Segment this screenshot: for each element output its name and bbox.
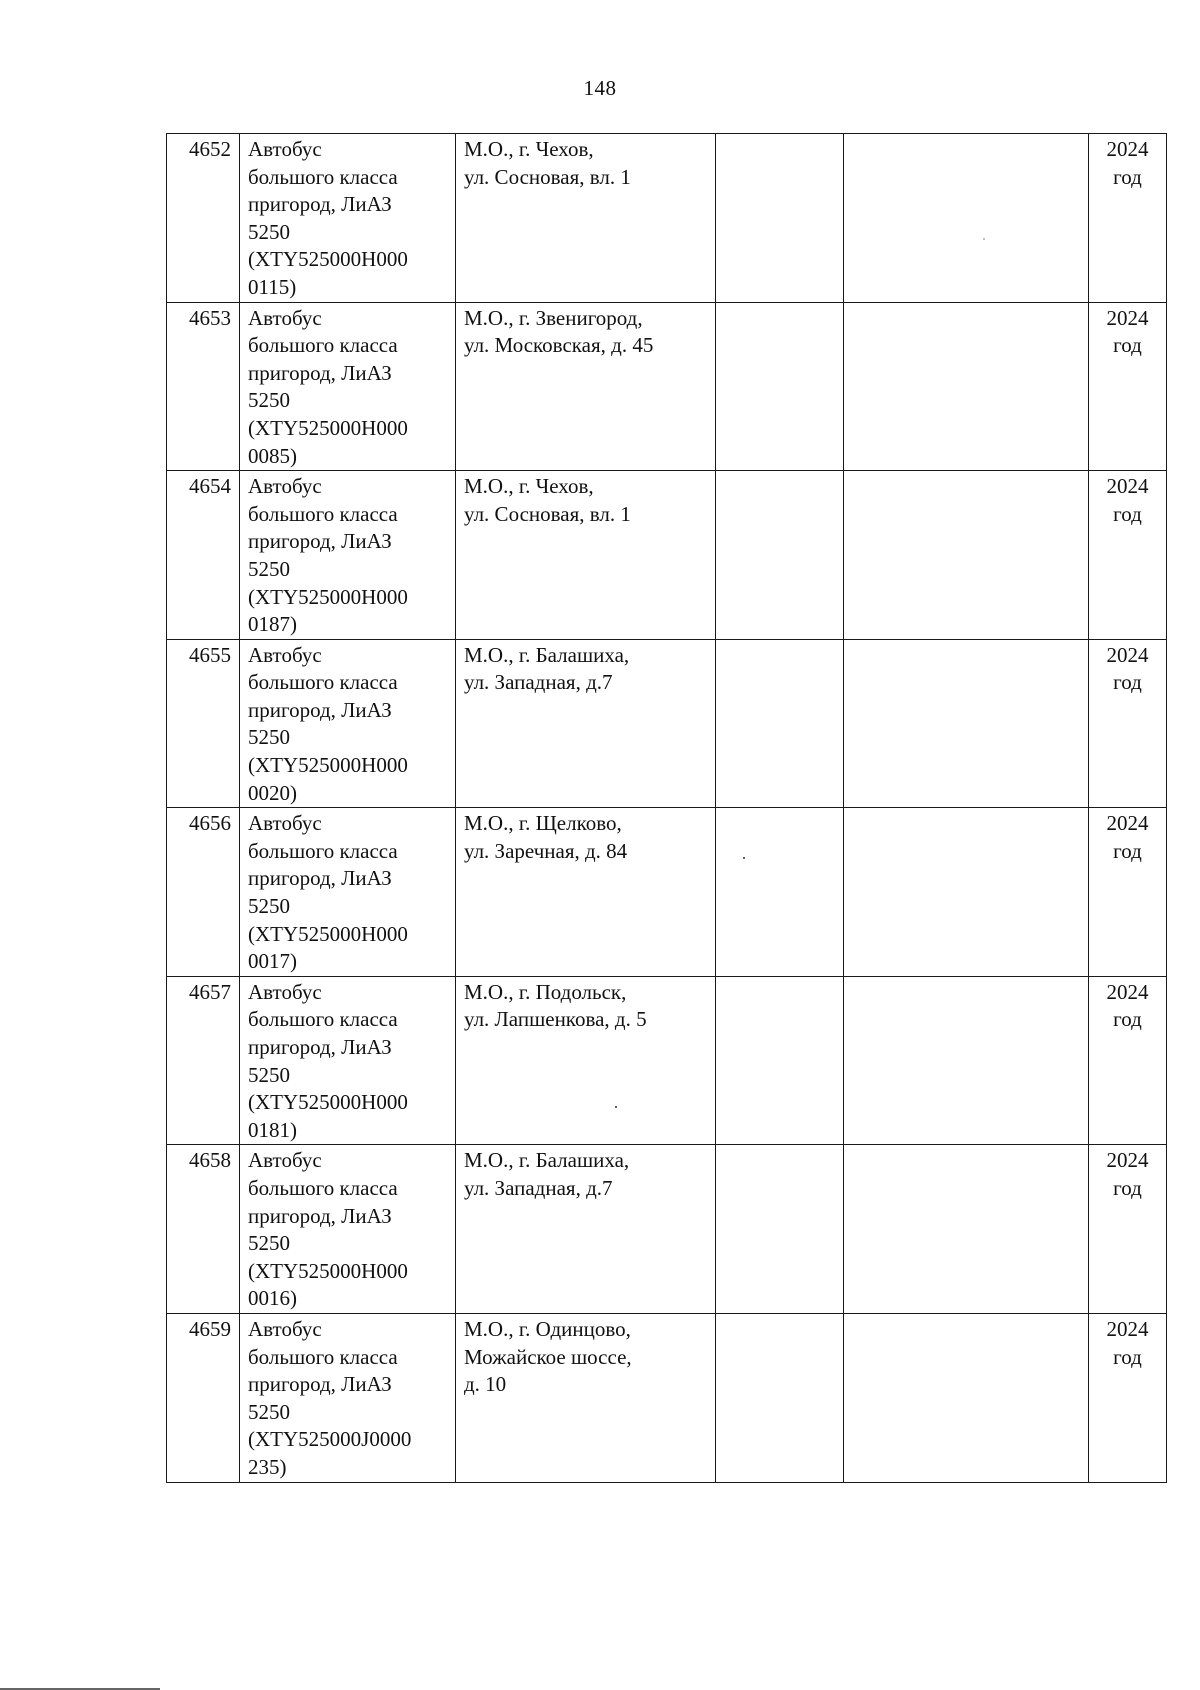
table-row bbox=[167, 302, 1167, 471]
vehicle-description-line: (XTY525000H000 bbox=[248, 415, 408, 440]
vehicle-description-line: Автобус bbox=[248, 979, 322, 1004]
vehicle-description-cell bbox=[240, 1313, 456, 1482]
vehicle-description-line: большого класса bbox=[248, 1007, 398, 1032]
vehicle-description-line: пригород, ЛиАЗ bbox=[248, 529, 392, 554]
year-cell bbox=[1089, 808, 1167, 977]
year-line: год bbox=[1113, 501, 1142, 526]
year-cell bbox=[1089, 134, 1167, 303]
address-cell bbox=[456, 302, 716, 471]
empty-cell bbox=[716, 639, 844, 808]
page-number: 148 bbox=[583, 76, 617, 100]
vehicle-description-line: большого класса bbox=[248, 670, 398, 695]
year-line: год bbox=[1113, 838, 1142, 863]
vehicle-description-line: пригород, ЛиАЗ bbox=[248, 360, 392, 385]
year-line: 2024 bbox=[1106, 474, 1149, 499]
vehicle-description-line: большого класса bbox=[248, 333, 398, 358]
address-cell bbox=[456, 134, 716, 303]
vehicle-description-cell bbox=[240, 1145, 456, 1314]
row-number: 4657 bbox=[189, 979, 231, 1004]
empty-cell bbox=[716, 1313, 844, 1482]
address-line: М.О., г. Балашиха, bbox=[464, 1148, 630, 1173]
address-line: ул. Заречная, д. 84 bbox=[464, 838, 628, 863]
row-number-cell bbox=[167, 302, 240, 471]
empty-cell bbox=[716, 134, 844, 303]
address-cell bbox=[456, 1313, 716, 1482]
vehicle-description-cell bbox=[240, 976, 456, 1145]
vehicle-description-line: 0016) bbox=[248, 1286, 297, 1311]
address-line: М.О., г. Балашиха, bbox=[464, 642, 630, 667]
vehicle-description-line: 0181) bbox=[248, 1117, 297, 1142]
vehicle-description-line: пригород, ЛиАЗ bbox=[248, 1203, 392, 1228]
vehicle-description-cell bbox=[240, 808, 456, 977]
vehicle-description-line: пригород, ЛиАЗ bbox=[248, 1372, 392, 1397]
vehicle-description-cell bbox=[240, 134, 456, 303]
vehicle-description-line: 5250 bbox=[248, 894, 290, 919]
year-cell bbox=[1089, 471, 1167, 640]
vehicle-description-line: 5250 bbox=[248, 219, 290, 244]
empty-cell bbox=[844, 639, 1089, 808]
address-cell bbox=[456, 471, 716, 640]
row-number-cell bbox=[167, 471, 240, 640]
row-number: 4654 bbox=[189, 474, 231, 499]
year-line: 2024 bbox=[1106, 137, 1149, 161]
vehicle-description-cell bbox=[240, 302, 456, 471]
address-line: ул. Сосновая, вл. 1 bbox=[464, 501, 631, 526]
year-line: 2024 bbox=[1106, 1316, 1149, 1341]
address-line: Можайское шоссе, bbox=[464, 1344, 632, 1369]
table-row bbox=[167, 808, 1167, 977]
row-number-cell bbox=[167, 134, 240, 303]
table-row bbox=[167, 471, 1167, 640]
address-line: ул. Сосновая, вл. 1 bbox=[464, 164, 631, 189]
table-row bbox=[167, 134, 1167, 303]
empty-cell bbox=[716, 1145, 844, 1314]
empty-cell bbox=[716, 808, 844, 977]
vehicle-description-line: пригород, ЛиАЗ bbox=[248, 866, 392, 891]
vehicle-description-line: 5250 bbox=[248, 1399, 290, 1424]
vehicle-description-line: 0085) bbox=[248, 443, 297, 468]
table-row bbox=[167, 639, 1167, 808]
table-row bbox=[167, 1145, 1167, 1314]
year-cell bbox=[1089, 639, 1167, 808]
vehicle-description-line: Автобус bbox=[248, 1148, 322, 1173]
year-line: год bbox=[1113, 333, 1142, 358]
year-line: год bbox=[1113, 670, 1142, 695]
address-line: д. 10 bbox=[464, 1372, 507, 1397]
vehicle-description-line: большого класса bbox=[248, 164, 398, 189]
address-line: ул. Лапшенкова, д. 5 bbox=[464, 1007, 647, 1032]
row-number: 4656 bbox=[189, 811, 231, 836]
vehicle-description-line: Автобус bbox=[248, 137, 322, 161]
row-number: 4658 bbox=[189, 1148, 231, 1173]
vehicle-description-line: 5250 bbox=[248, 725, 290, 750]
empty-cell bbox=[844, 1145, 1089, 1314]
vehicle-description-line: 0020) bbox=[248, 780, 297, 805]
row-number: 4653 bbox=[189, 305, 231, 330]
address-cell bbox=[456, 639, 716, 808]
vehicle-description-line: 0187) bbox=[248, 612, 297, 637]
vehicle-description-line: пригород, ЛиАЗ bbox=[248, 192, 392, 217]
vehicle-description-line: 5250 bbox=[248, 1231, 290, 1256]
vehicle-description-line: 5250 bbox=[248, 388, 290, 413]
scan-speck bbox=[743, 857, 745, 859]
year-line: год bbox=[1113, 164, 1142, 189]
year-line: 2024 bbox=[1106, 1148, 1149, 1173]
year-cell bbox=[1089, 302, 1167, 471]
empty-cell bbox=[844, 471, 1089, 640]
vehicle-description-line: 235) bbox=[248, 1454, 287, 1479]
empty-cell bbox=[716, 976, 844, 1145]
year-line: год bbox=[1113, 1344, 1142, 1369]
scan-speck bbox=[615, 1106, 617, 1108]
year-cell bbox=[1089, 1313, 1167, 1482]
year-line: 2024 bbox=[1106, 979, 1149, 1004]
row-number: 4652 bbox=[189, 137, 231, 161]
row-number: 4659 bbox=[189, 1316, 231, 1341]
vehicle-description-line: (XTY525000H000 bbox=[248, 247, 408, 272]
address-cell bbox=[456, 976, 716, 1145]
vehicle-description-line: большого класса bbox=[248, 838, 398, 863]
vehicle-register-table bbox=[166, 133, 1167, 1483]
vehicle-description-line: (XTY525000H000 bbox=[248, 753, 408, 778]
vehicle-description-line: 0115) bbox=[248, 274, 297, 299]
vehicle-description-line: Автобус bbox=[248, 474, 322, 499]
empty-cell bbox=[844, 134, 1089, 303]
year-line: 2024 bbox=[1106, 642, 1149, 667]
vehicle-description-line: пригород, ЛиАЗ bbox=[248, 697, 392, 722]
address-cell bbox=[456, 808, 716, 977]
row-number-cell bbox=[167, 1145, 240, 1314]
vehicle-description-line: 0017) bbox=[248, 949, 297, 974]
row-number-cell bbox=[167, 808, 240, 977]
row-number-cell bbox=[167, 976, 240, 1145]
vehicle-description-cell bbox=[240, 471, 456, 640]
empty-cell bbox=[844, 976, 1089, 1145]
row-number-cell bbox=[167, 639, 240, 808]
empty-cell bbox=[844, 302, 1089, 471]
vehicle-description-line: большого класса bbox=[248, 1344, 398, 1369]
vehicle-description-line: (XTY525000H000 bbox=[248, 921, 408, 946]
empty-cell bbox=[716, 471, 844, 640]
year-line: 2024 bbox=[1106, 305, 1149, 330]
address-line: М.О., г. Подольск, bbox=[464, 979, 627, 1004]
table-row bbox=[167, 1313, 1167, 1482]
empty-cell bbox=[716, 302, 844, 471]
row-number-cell bbox=[167, 1313, 240, 1482]
address-line: М.О., г. Щелково, bbox=[464, 811, 622, 836]
year-cell bbox=[1089, 1145, 1167, 1314]
empty-cell bbox=[844, 1313, 1089, 1482]
year-cell bbox=[1089, 976, 1167, 1145]
address-line: М.О., г. Чехов, bbox=[464, 474, 594, 499]
vehicle-description-line: пригород, ЛиАЗ bbox=[248, 1035, 392, 1059]
vehicle-description-line: (XTY525000H000 bbox=[248, 1258, 408, 1283]
table-row bbox=[167, 976, 1167, 1145]
scan-speck bbox=[983, 238, 985, 240]
address-line: ул. Западная, д.7 bbox=[464, 1175, 613, 1200]
table-body bbox=[167, 134, 1167, 1483]
address-line: М.О., г. Звенигород, bbox=[464, 305, 643, 330]
vehicle-description-line: Автобус bbox=[248, 811, 322, 836]
row-number: 4655 bbox=[189, 642, 231, 667]
vehicle-description-line: Автобус bbox=[248, 1316, 322, 1341]
address-line: ул. Московская, д. 45 bbox=[464, 333, 654, 358]
vehicle-description-line: большого класса bbox=[248, 501, 398, 526]
address-cell bbox=[456, 1145, 716, 1314]
vehicle-description-line: Автобус bbox=[248, 642, 322, 667]
vehicle-description-line: (XTY525000J0000 bbox=[248, 1427, 412, 1452]
year-line: 2024 bbox=[1106, 811, 1149, 836]
address-line: М.О., г. Одинцово, bbox=[464, 1316, 631, 1341]
address-line: М.О., г. Чехов, bbox=[464, 137, 594, 161]
vehicle-description-line: 5250 bbox=[248, 556, 290, 581]
year-line: год bbox=[1113, 1007, 1142, 1032]
empty-cell bbox=[844, 808, 1089, 977]
vehicle-description-line: Автобус bbox=[248, 305, 322, 330]
vehicle-description-line: 5250 bbox=[248, 1062, 290, 1087]
vehicle-description-line: (XTY525000H000 bbox=[248, 1090, 408, 1115]
address-line: ул. Западная, д.7 bbox=[464, 670, 613, 695]
year-line: год bbox=[1113, 1175, 1142, 1200]
vehicle-description-line: большого класса bbox=[248, 1175, 398, 1200]
vehicle-description-line: (XTY525000H000 bbox=[248, 584, 408, 609]
vehicle-description-cell bbox=[240, 639, 456, 808]
